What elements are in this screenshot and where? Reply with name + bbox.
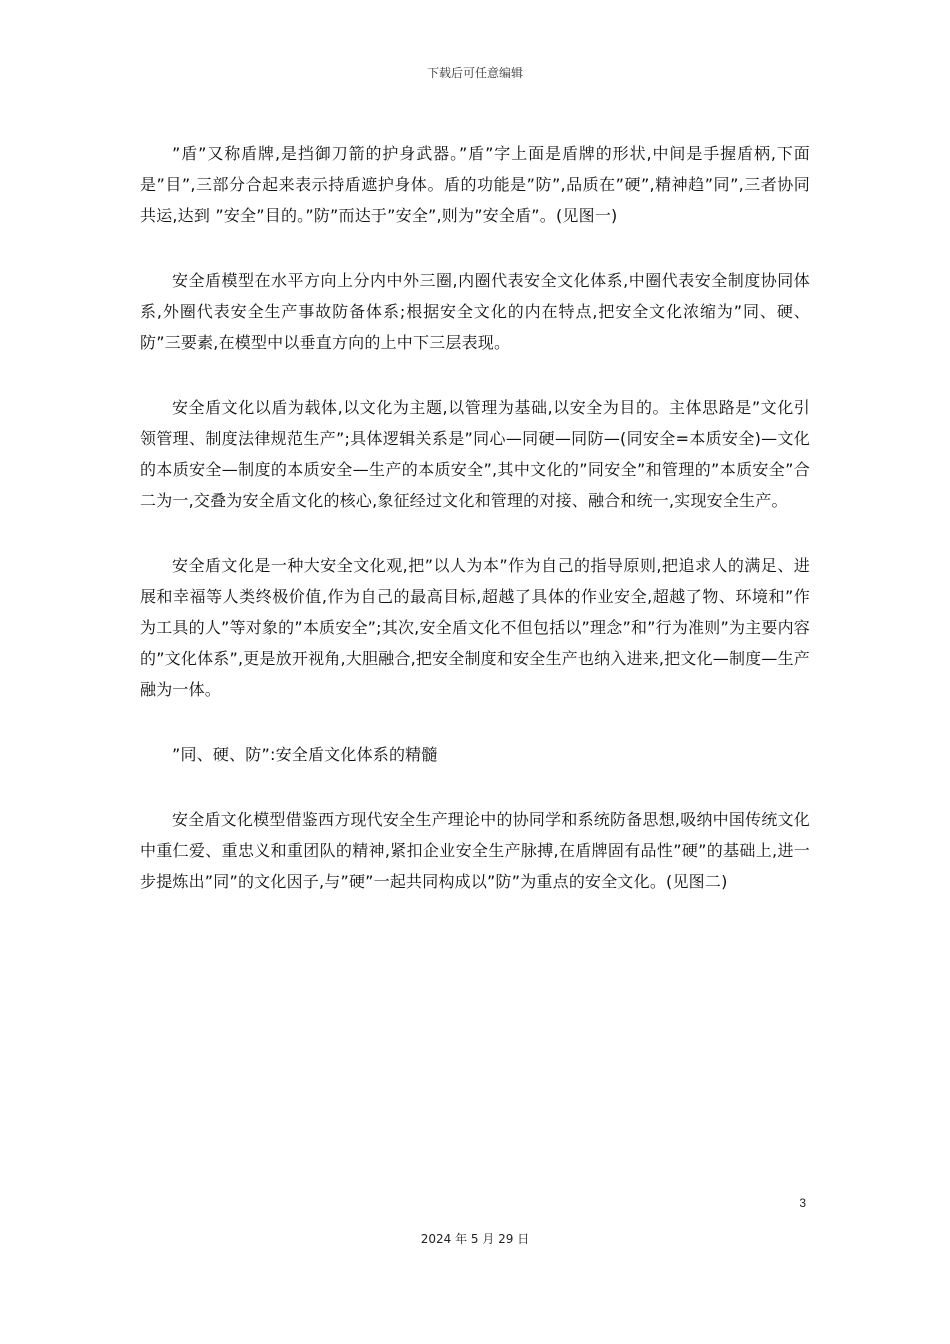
paragraph-shield-definition: ”盾”又称盾牌,是挡御刀箭的护身武器。”盾”字上面是盾牌的形状,中间是手握盾柄,下面是”目”,三部分合起来表示持盾遮护身体。盾的功能是”防”,品质在”硬”,精神趋”同”,三者协同共运,达到 ”安全”目的。”防”而达于”安全”,则为”安全盾”。(见图一) [140,144,810,225]
paragraph-shield-model: 安全盾模型在水平方向上分内中外三圈,内圈代表安全文化体系,中圈代表安全制度协同体系,外圈代表安全生产事故防备体系;根据安全文化的内在特点,把安全文化浓缩为”同、硬、防”三要素,在模型中以垂直方向的上中下三层表现。 [140,271,810,352]
paragraph-shield-culture-logic: 安全盾文化以盾为载体,以文化为主题,以管理为基础,以安全为目的。主体思路是”文化引领管理、制度法律规范生产”;具体逻辑关系是”同心—同硬—同防—(同安全=本质安全)—文化的本质安全—制度的本质安全—生产的本质安全”,其中文化的”同安全”和管理的”本质安全”合二为一,交叠为安全盾文化的核心,象征经过文化和管理的对接、融合和统一,实现安全生产。 [140,398,810,510]
section-heading: ”同、硬、防”:安全盾文化体系的精髓 [172,745,438,764]
paragraph-shield-culture-model: 安全盾文化模型借鉴西方现代安全生产理论中的协同学和系统防备思想,吸纳中国传统文化中重仁爱、重忠义和重团队的精神,紧扣企业安全生产脉搏,在盾牌固有品性”硬”的基础上,进一步提炼出”同”的文化因子,与”硬”一起共同构成以”防”为重点的安全文化。(见图二) [140,810,810,891]
page-number: 3 [799,1196,806,1210]
paragraph-big-safety-culture: 安全盾文化是一种大安全文化观,把”以人为本”作为自己的指导原则,把追求人的满足、进展和幸福等人类终极价值,作为自己的最高目标,超越了具体的作业安全,超越了物、环境和”作为工具的人”等对象的”本质安全”;其次,安全盾文化不但包括以”理念”和”行为准则”为主要内容的”文化体系”,更是放开视角,大胆融合,把安全制度和安全生产也纳入进来,把文化—制度—生产融为一体。 [140,556,810,699]
footer-date: 2024 年 5 月 29 日 [420,1232,530,1246]
document-body [140,138,810,931]
page-header: 下载后可任意编辑 [426,66,523,80]
